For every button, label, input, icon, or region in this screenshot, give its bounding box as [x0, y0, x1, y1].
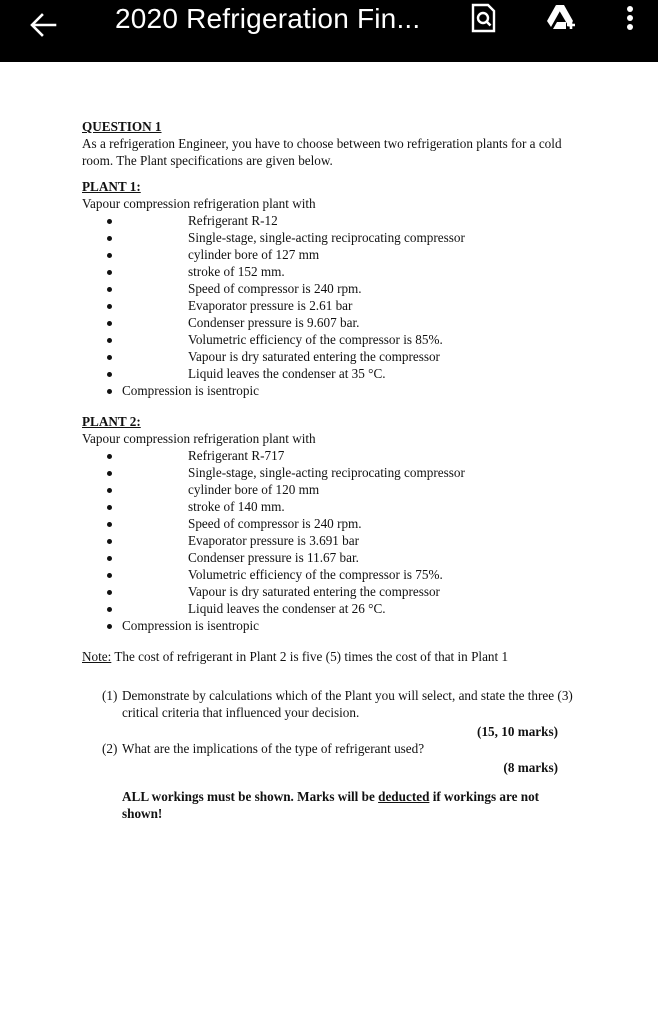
list-item: Condenser pressure is 9.607 bar.: [82, 314, 582, 331]
workings-instruction: ALL workings must be shown. Marks will be deducted if workings are not shown!: [122, 789, 540, 821]
list-item: stroke of 152 mm.: [82, 263, 582, 280]
question-heading: QUESTION 1: [82, 119, 162, 134]
plant2-spec-list: [82, 447, 582, 617]
question-2: [82, 740, 582, 757]
list-item: Speed of compressor is 240 rpm.: [82, 515, 582, 532]
plant1-heading: PLANT 1:: [82, 179, 141, 194]
list-item: Single-stage, single-acting reciprocating compressor: [82, 464, 582, 481]
list-item: Vapour is dry saturated entering the compressor: [82, 583, 582, 600]
list-item: Refrigerant R-12: [82, 212, 582, 229]
more-vert-icon[interactable]: [620, 3, 640, 33]
list-item: Refrigerant R-717: [82, 447, 582, 464]
list-item: stroke of 140 mm.: [82, 498, 582, 515]
plant2-subtitle: Vapour compression refrigeration plant with: [82, 431, 316, 446]
list-item: Condenser pressure is 11.67 bar.: [82, 549, 582, 566]
list-item: cylinder bore of 120 mm: [82, 481, 582, 498]
question-1-marks: (15, 10 marks): [477, 724, 558, 739]
list-item: Evaporator pressure is 2.61 bar: [82, 297, 582, 314]
question-2-number: (2): [102, 741, 118, 756]
list-item: Liquid leaves the condenser at 26 °C.: [82, 600, 582, 617]
list-item: Single-stage, single-acting reciprocating compressor: [82, 229, 582, 246]
app-bar: [0, 0, 658, 62]
note-label: Note:: [82, 649, 112, 664]
plant1-spec-list: [82, 212, 582, 382]
question-1-text: Demonstrate by calculations which of the Plant you will select, and state the three (3) critical criteria that influenced your decision.: [122, 688, 573, 720]
document-title: 2020 Refrigeration Fin...: [115, 3, 421, 34]
question-2-text: What are the implications of the type of refrigerant used?: [122, 741, 425, 756]
list-item: Speed of compressor is 240 rpm.: [82, 280, 582, 297]
arrow-left-icon[interactable]: [28, 10, 58, 40]
find-in-page-icon[interactable]: [468, 3, 498, 33]
note-text: The cost of refrigerant in Plant 2 is five (5) times the cost of that in Plant 1: [114, 649, 509, 664]
plant1-subtitle: Vapour compression refrigeration plant with: [82, 196, 316, 211]
questions-block: [82, 687, 582, 776]
list-item: Volumetric efficiency of the compressor is 85%.: [82, 331, 582, 348]
note-paragraph: [82, 648, 582, 665]
plant2-compression-item: Compression is isentropic: [82, 617, 582, 634]
list-item: Evaporator pressure is 3.691 bar: [82, 532, 582, 549]
plant2-heading: PLANT 2:: [82, 414, 141, 429]
list-item: cylinder bore of 127 mm: [82, 246, 582, 263]
plant1-compression-item: Compression is isentropic: [82, 382, 582, 399]
deducted-word: deducted: [378, 789, 430, 804]
intro-paragraph: As a refrigeration Engineer, you have to choose between two refrigeration plants for a cold room. The Plant specifications are given below.: [82, 136, 562, 168]
document-page: [82, 118, 582, 822]
question-2-marks: (8 marks): [503, 760, 558, 775]
question-1: [82, 687, 582, 721]
add-to-drive-icon[interactable]: [546, 3, 576, 33]
list-item: Volumetric efficiency of the compressor is 75%.: [82, 566, 582, 583]
question-1-number: (1): [102, 688, 118, 703]
list-item: Liquid leaves the condenser at 35 °C.: [82, 365, 582, 382]
list-item: Vapour is dry saturated entering the compressor: [82, 348, 582, 365]
